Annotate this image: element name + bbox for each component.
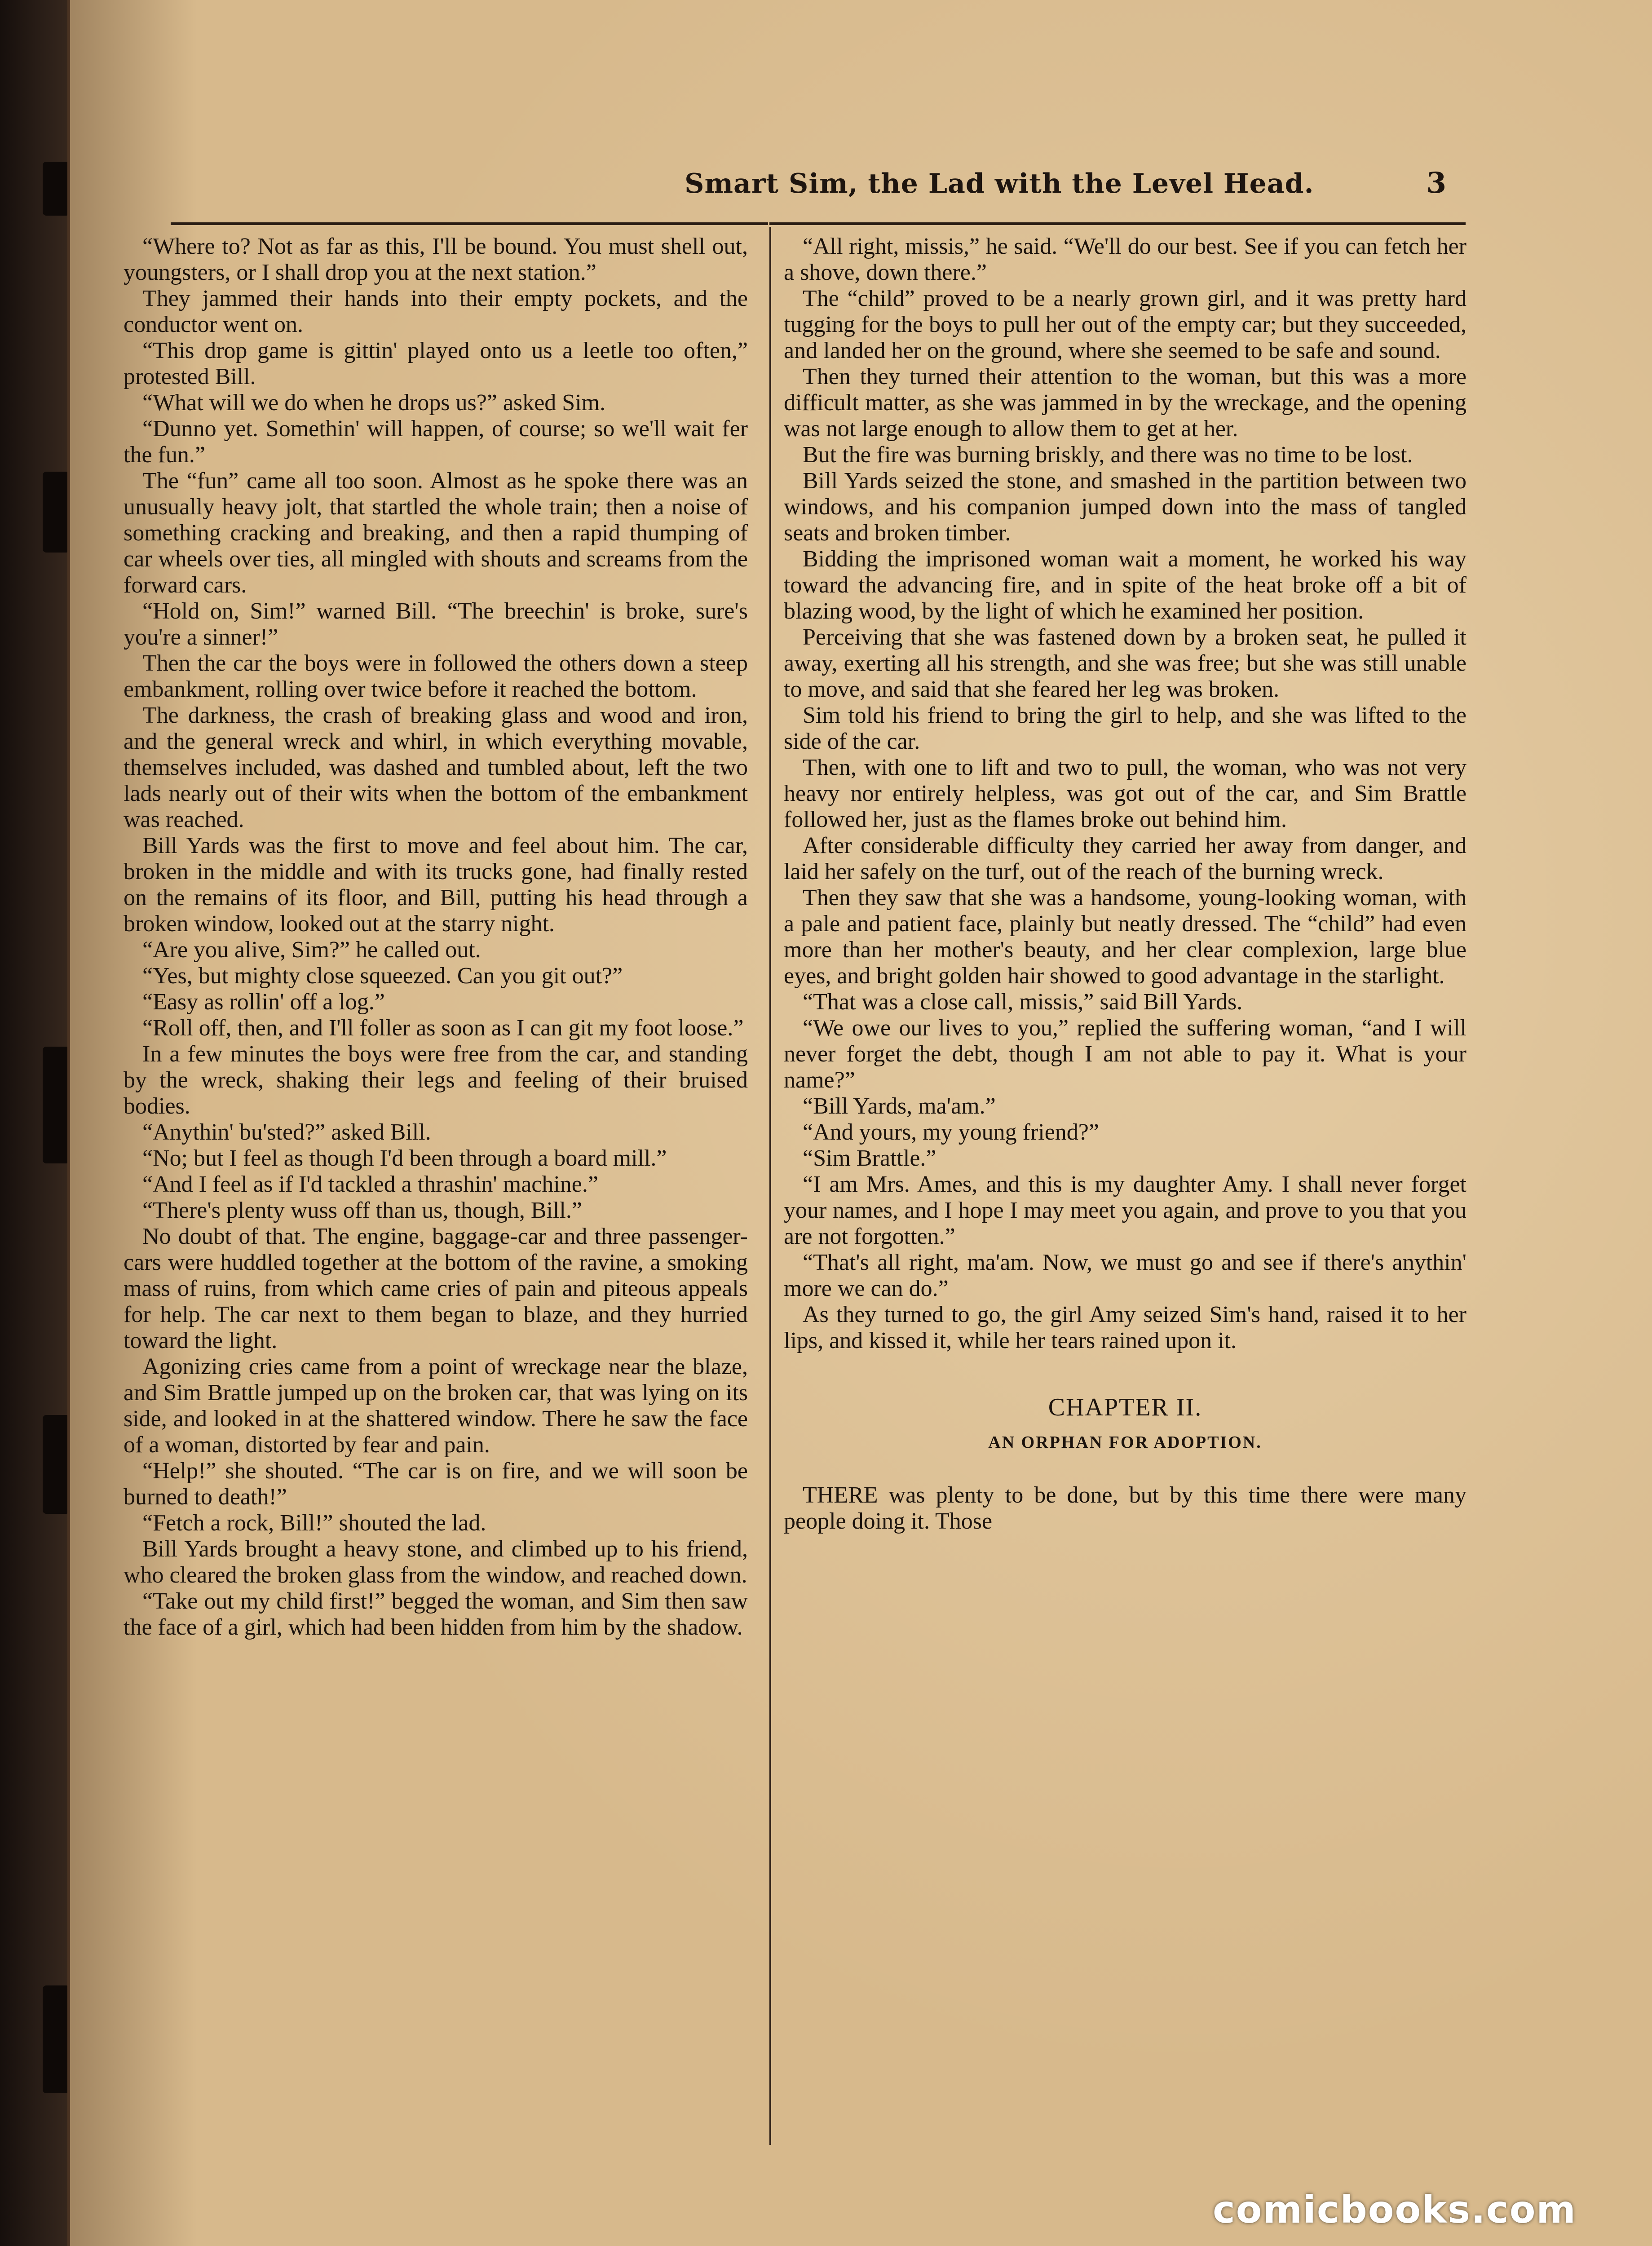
paragraph: The “child” proved to be a nearly grown girl, and it was pretty hard tugging for the boys to pull her out of the empty car; but they succeeded, and landed her on the ground, where she seemed to be safe and sound. (784, 286, 1466, 363)
paragraph: Bill Yards seized the stone, and smashed in the partition between two windows, and his companion jumped down into the mass of tangled seats and broken timber. (784, 468, 1466, 546)
paragraph: The “fun” came all too soon. Almost as he spoke there was an unusually heavy jolt, that startled the whole train; then a noise of something cracking and breaking, and then a rapid thumping of car wheels over ties, all mingled with shouts and screams from the forward cars. (124, 468, 748, 598)
paragraph: “All right, missis,” he said. “We'll do our best. See if you can fetch her a shove, down there.” (784, 234, 1466, 285)
paragraph: “That was a close call, missis,” said Bill Yards. (803, 989, 1243, 1015)
paragraph: In a few minutes the boys were free from the car, and standing by the wreck, shaking their legs and feeling of their bruised bodies. (124, 1041, 748, 1119)
header-rule (171, 222, 768, 225)
paragraph: “Are you alive, Sim?” he called out. (142, 937, 481, 963)
paragraph: “No; but I feel as though I'd been through a board mill.” (142, 1145, 667, 1171)
paragraph: Agonizing cries came from a point of wreckage near the blaze, and Sim Brattle jumped up on the broken car, that was lying on its side, and looked in at the shattered window. There he saw the face of a woman, distorted by fear and pain. (124, 1354, 748, 1458)
paragraph: “Where to? Not as far as this, I'll be bound. You must shell out, youngsters, or I shall drop you at the next station.” (124, 234, 748, 285)
chapter-subtitle: AN ORPHAN FOR ADOPTION. (988, 1433, 1262, 1452)
paragraph: “Help!” she shouted. “The car is on fire, and we will soon be burned to death!” (124, 1458, 748, 1510)
running-title: Smart Sim, the Lad with the Level Head. (685, 168, 1314, 199)
paragraph: Bidding the imprisoned woman wait a moment, he worked his way toward the advancing fire, and in spite of the heat broke off a bit of blazing wood, by the light of which he examined her position. (784, 546, 1466, 624)
paragraph: “Hold on, Sim!” warned Bill. “The breechin' is broke, sure's you're a sinner!” (124, 598, 748, 650)
paragraph: “There's plenty wuss off than us, though, Bill.” (142, 1198, 582, 1223)
paragraph: “Take out my child first!” begged the woman, and Sim then saw the face of a girl, which had been hidden from him by the shadow. (124, 1588, 748, 1640)
right-column (784, 234, 1466, 1534)
binding-tear (43, 1047, 70, 1163)
running-header (112, 166, 1446, 200)
column-divider (769, 227, 771, 2145)
paragraph: After considerable difficulty they carried her away from danger, and laid her safely on the turf, out of the reach of the burning wreck. (784, 833, 1466, 884)
paragraph: Perceiving that she was fastened down by a broken seat, he pulled it away, exerting all his strength, and she was free; but she was still unable to move, and said that she feared her leg was broken. (784, 624, 1466, 702)
paragraph: “Dunno yet. Somethin' will happen, of course; so we'll wait fer the fun.” (124, 416, 748, 468)
page-number: 3 (1426, 166, 1446, 200)
header-rule (769, 222, 1466, 225)
paragraph: Then, with one to lift and two to pull, the woman, who was not very heavy nor entirely helpless, was got out of the car, and Sim Brattle followed her, just as the flames broke out behind him. (784, 755, 1466, 832)
paragraph: “And yours, my young friend?” (803, 1119, 1099, 1145)
chapter-opening-paragraph: THERE was plenty to be done, but by this time there were many people doing it. Those (784, 1482, 1466, 1534)
binding-tear (43, 472, 70, 553)
paragraph: “Yes, but mighty close squeezed. Can you git out?” (142, 963, 623, 989)
paragraph: But the fire was burning briskly, and there was no time to be lost. (803, 442, 1413, 468)
paragraph: “Bill Yards, ma'am.” (803, 1093, 996, 1119)
chapter-heading: CHAPTER II. (1048, 1393, 1202, 1421)
paragraph: Then the car the boys were in followed the others down a steep embankment, rolling over twice before it reached the bottom. (124, 650, 748, 702)
paragraph: “Anythin' bu'sted?” asked Bill. (142, 1119, 431, 1145)
binding-tear (43, 1415, 70, 1514)
paragraph: Then they turned their attention to the woman, but this was a more difficult matter, as she was jammed in by the wreckage, and the opening was not large enough to allow them to get at her. (784, 364, 1466, 442)
paragraph: “I am Mrs. Ames, and this is my daughter Amy. I shall never forget your names, and I hope I may meet you again, and prove to you that you are not forgotten.” (784, 1172, 1466, 1249)
paragraph: Bill Yards was the first to move and feel about him. The car, broken in the middle and with its trucks gone, had finally rested on the remains of its floor, and Bill, putting his head through a broken window, looked out at the starry night. (124, 833, 748, 937)
paragraph: “Easy as rollin' off a log.” (142, 989, 385, 1015)
paragraph: Bill Yards brought a heavy stone, and climbed up to his friend, who cleared the broken glass from the window, and reached down. (124, 1536, 748, 1588)
paragraph: No doubt of that. The engine, baggage-car and three passenger-cars were huddled together at the bottom of the ravine, a smoking mass of ruins, from which came cries of pain and piteous appeals for help. The car next to them began to blaze, and they hurried toward the light. (124, 1224, 748, 1353)
paragraph: “What will we do when he drops us?” asked Sim. (142, 390, 606, 416)
paragraph: “We owe our lives to you,” replied the suffering woman, “and I will never forget the debt, though I am not able to pay it. What is your name?” (784, 1015, 1466, 1093)
paragraph: Then they saw that she was a handsome, young-looking woman, with a pale and patient face, plainly but neatly dressed. The “child” had even more than her mother's beauty, and her clear complexion, large blue eyes, and bright golden hair showed to good advantage in the starlight. (784, 885, 1466, 989)
paragraph: “And I feel as if I'd tackled a thrashin' machine.” (142, 1172, 598, 1197)
paragraph: “This drop game is gittin' played onto us a leetle too often,” protested Bill. (124, 338, 748, 389)
site-watermark: comicbooks.com (1213, 2188, 1577, 2232)
paragraph: They jammed their hands into their empty pockets, and the conductor went on. (124, 286, 748, 337)
paragraph: “Sim Brattle.” (803, 1145, 936, 1171)
paragraph: Sim told his friend to bring the girl to help, and she was lifted to the side of the car. (784, 703, 1466, 754)
left-column (124, 234, 748, 1640)
binding-tear (43, 1985, 70, 2093)
paragraph: As they turned to go, the girl Amy seized Sim's hand, raised it to her lips, and kissed it, while her tears rained upon it. (784, 1302, 1466, 1353)
paragraph: “Fetch a rock, Bill!” shouted the lad. (142, 1510, 486, 1536)
paragraph: “Roll off, then, and I'll foller as soon as I can git my foot loose.” (142, 1015, 744, 1041)
paragraph: The darkness, the crash of breaking glass and wood and iron, and the general wreck and whirl, in which everything movable, themselves included, was dashed and tumbled about, left the two lads nearly out of their wits when the bottom of the embankment was reached. (124, 703, 748, 832)
binding-tear (43, 162, 70, 216)
paragraph: “That's all right, ma'am. Now, we must go and see if there's anythin' more we can do.” (784, 1250, 1466, 1301)
